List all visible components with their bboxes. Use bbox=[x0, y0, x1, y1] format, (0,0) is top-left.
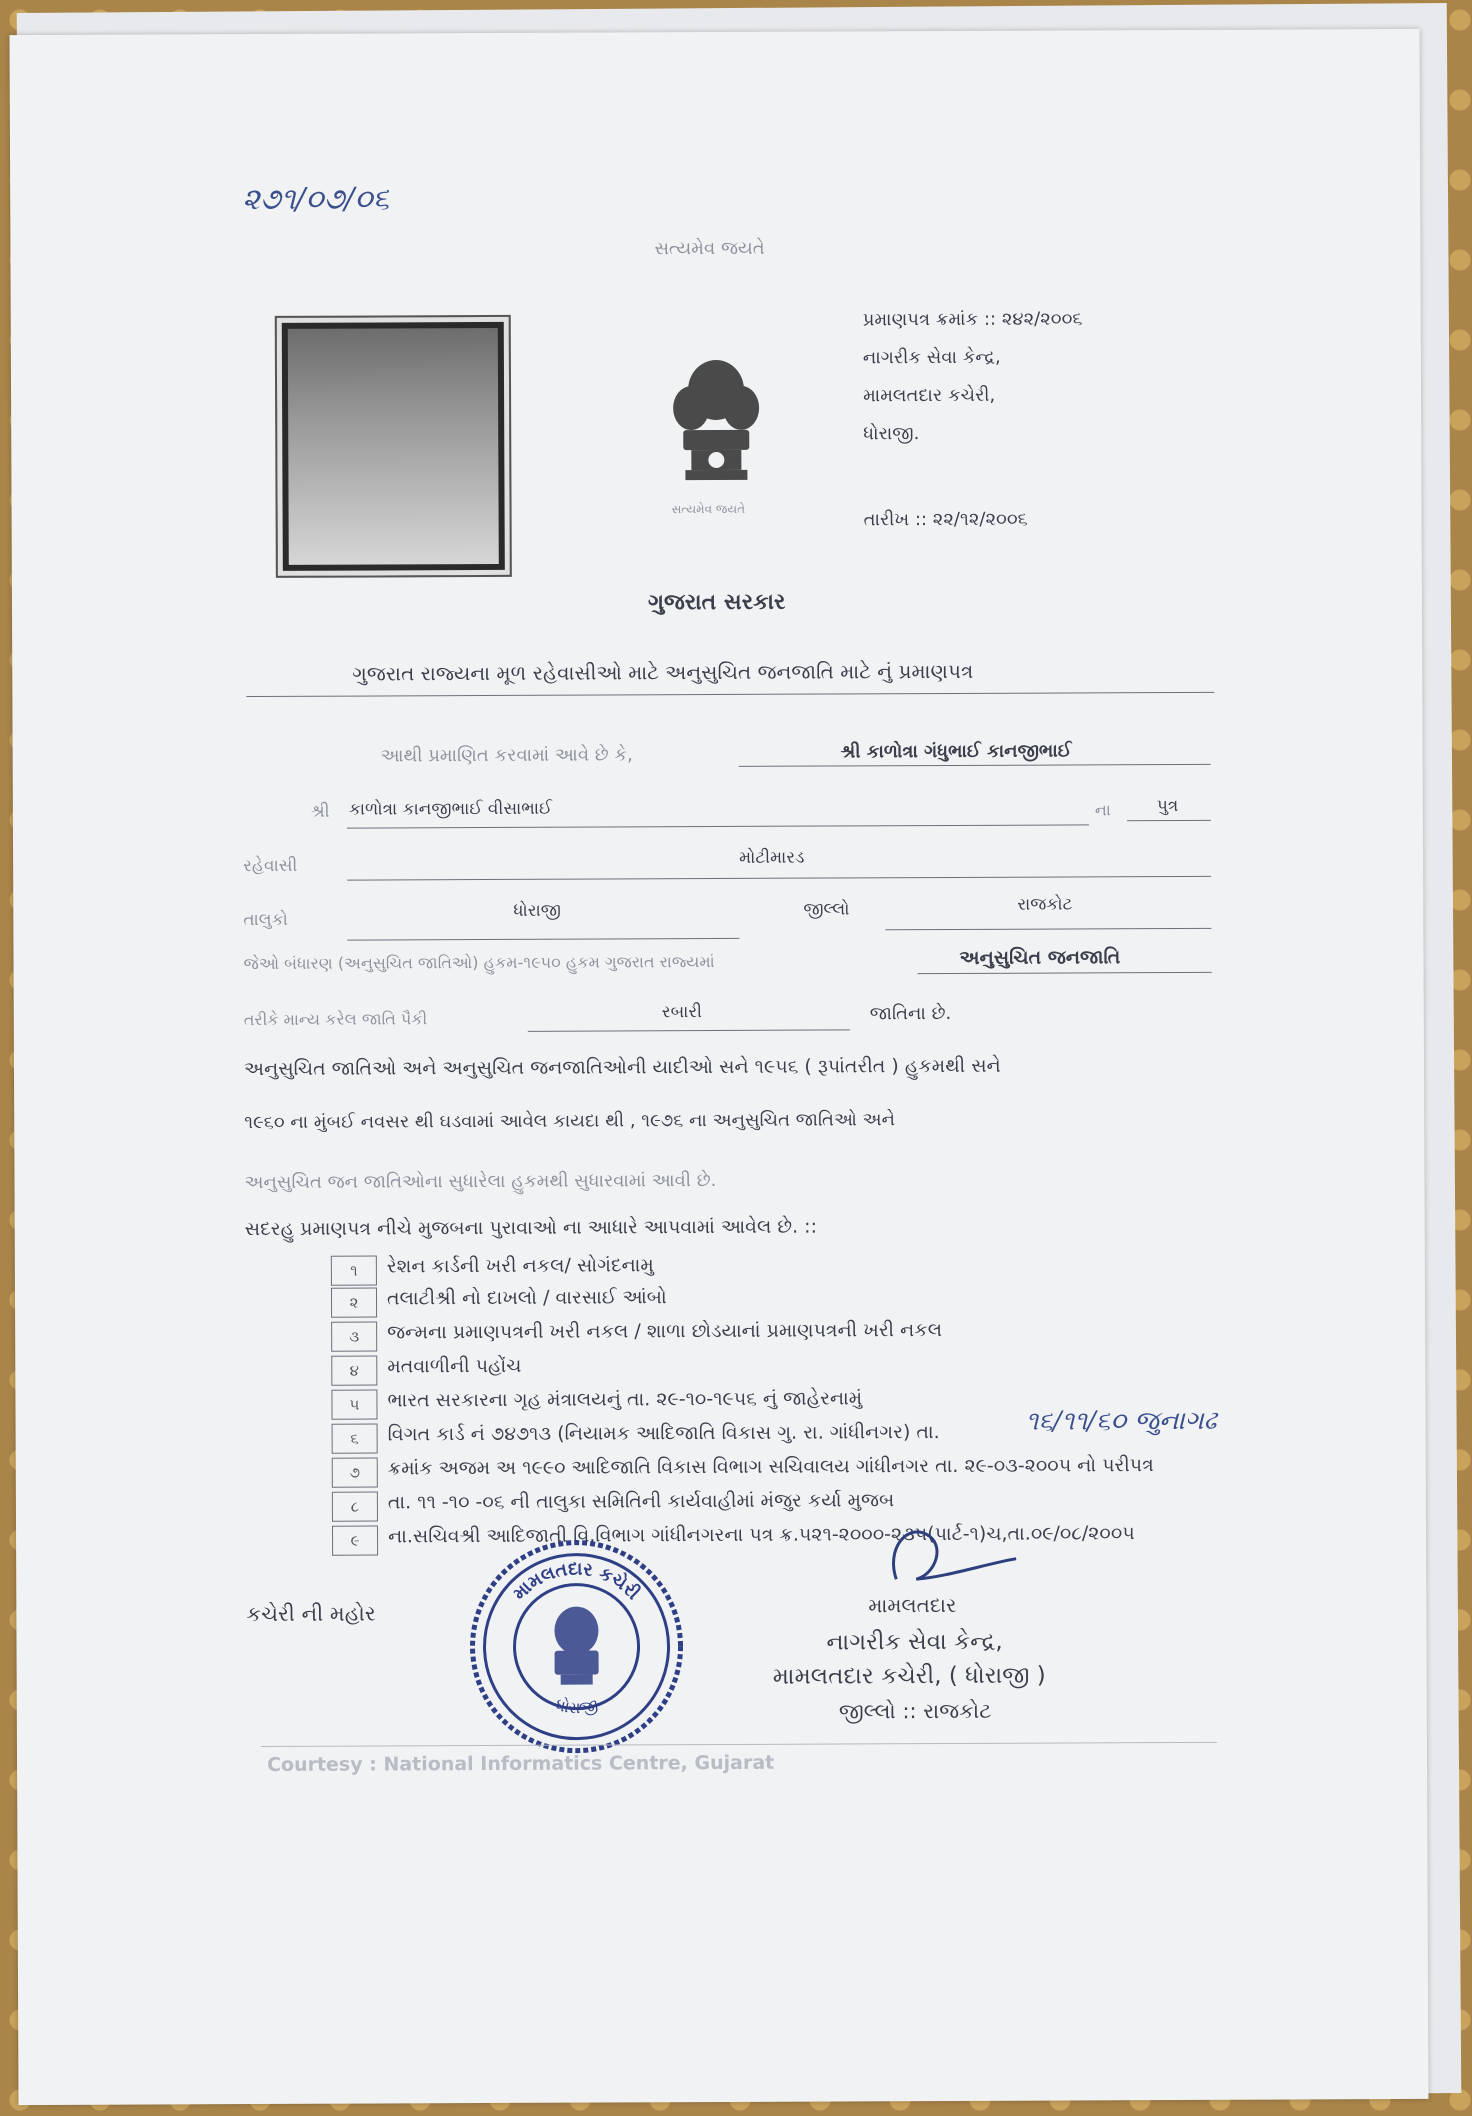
issue-date: તારીખ :: ૨૨/૧૨/૨૦૦૬ bbox=[863, 508, 1028, 531]
proof-item: તા. ૧૧ -૧૦ -૦૬ ની તાલુકા સમિતિની કાર્યવાહીમાં મંજુર કર્યા મુજબ bbox=[387, 1489, 895, 1514]
motto: સત્યમેવ જયતે bbox=[654, 237, 765, 260]
district-label: જીલ્લો bbox=[803, 899, 850, 920]
government-title: ગુજરાત સરકાર bbox=[647, 589, 786, 616]
na-label: ના bbox=[1094, 800, 1111, 820]
signature-icon bbox=[876, 1519, 1026, 1600]
certificate-title: ગુજરાત રાજ્યના મૂળ રહેવાસીઓ માટે અનુસુચિત જનજાતિ માટે નું પ્રમાણપત્ર bbox=[352, 658, 974, 686]
proof-item: રેશન કાર્ડની ખરી નકલ/ સોગંદનામુ bbox=[386, 1254, 654, 1278]
para-2: ૧૯૬૦ ના મુંબઈ નવસર થી ઘડવામાં આવેલ કાયદા થી , ૧૯૭૬ ના અનુસુચિત જાતિઓ અને bbox=[244, 1109, 896, 1134]
office-line-2: મામલતદાર કચેરી, bbox=[863, 384, 996, 407]
seal-text-top: મામલતદાર કચેરી bbox=[509, 1558, 644, 1605]
para-1: અનુસુચિત જાતિઓ અને અનુસુચિત જનજાતિઓની યાદીઓ સને ૧૯૫૬ ( રૂપાંતરીત ) હુકમથી સને bbox=[243, 1054, 1001, 1081]
certificate-page bbox=[9, 29, 1428, 2105]
proof-number: ૨ bbox=[331, 1287, 377, 1317]
proof-item: વિગત કાર્ડ નં ૭૪૭૧૩ (નિયામક આદિજાતિ વિકાસ ગુ. રા. ગાંધીનગર) તા. bbox=[387, 1421, 940, 1446]
signatory-line-2: મામલતદાર કચેરી, ( ધોરાજી ) bbox=[772, 1662, 1046, 1690]
proof-number: ૩ bbox=[331, 1321, 377, 1351]
office-seal-label: કચેરી ની મહોર bbox=[246, 1601, 376, 1627]
schedule-lead: જેઓ બંધારણ (અનુસુચિત જાતિઓ) હુકમ-૧૯૫૦ હુકમ ગુજરાત રાજ્યમાં bbox=[243, 952, 715, 974]
footer-credit: Courtesy : National Informatics Centre, Gujarat bbox=[266, 1751, 775, 1776]
holder-name: શ્રી કાળોત્રા ગંધુભાઈ કાનજીભાઈ bbox=[840, 740, 1072, 763]
village: મોટીમારડ bbox=[739, 847, 805, 868]
cert-number: પ્રમાણપત્ર ક્રમાંક :: ૨૪૨/૨૦૦૬ bbox=[862, 308, 1083, 331]
proof-6-handwritten: ૧૬/૧૧/૬૦ જુનાગઢ bbox=[1025, 1405, 1217, 1437]
seal-text-bottom: ધોરાજી bbox=[553, 1694, 600, 1718]
resident-label: રહેવાસી bbox=[243, 855, 298, 877]
proofs-intro: સદરહુ પ્રમાણપત્ર નીચે મુજબના પુરાવાઓ ના આધારે આપવામાં આવેલ છે. :: bbox=[244, 1215, 818, 1241]
signatory-title: મામલતદાર bbox=[868, 1592, 957, 1618]
proof-item: તલાટીશ્રી નો દાખલો / વારસાઈ આંબો bbox=[386, 1286, 667, 1310]
relation: પુત્ર bbox=[1156, 795, 1179, 817]
proof-item: ક્રમાંક અજમ અ ૧૯૯૦ આદિજાતિ વિકાસ વિભાગ સચિવાલય ગાંધીનગર તા. ૨૯-૦૩-૨૦૦૫ નો પરીપત્ર bbox=[387, 1454, 1154, 1480]
proof-number: ૫ bbox=[331, 1389, 377, 1419]
proof-number: ૯ bbox=[332, 1525, 378, 1555]
recognized-lead: તરીકે માન્ય કરેલ જાતિ પૈકી bbox=[243, 1009, 428, 1030]
handwritten-ref-number: ૨૭૧/૦૭/૦૬ bbox=[242, 181, 390, 218]
applicant-photo bbox=[277, 317, 510, 576]
caste-tail: જાતિના છે. bbox=[869, 1002, 952, 1025]
proof-item: ભારત સરકારના ગૃહ મંત્રાલયનું તા. ૨૯-૧૦-૧૯૫૬ નું જાહેરનામું bbox=[387, 1387, 863, 1412]
proof-item: ના.સચિવશ્રી આદિજાતી વિ.વિભાગ ગાંધીનગરના પત્ર ક્ર.૫૨૧-૨૦૦૦-૨૩૫(પાર્ટ-૧)ચ,તા.૦૯/૦૮/૨૦૦૫ bbox=[387, 1522, 1135, 1548]
svg-text:મામલતદાર કચેરી bbox=[509, 1558, 644, 1604]
svg-text:ધોરાજી bbox=[554, 1695, 600, 1718]
emblem-caption: સત્યમેવ જયતે bbox=[671, 501, 746, 517]
proof-number: ૪ bbox=[331, 1355, 377, 1385]
proof-item: જન્મના પ્રમાણપત્રની ખરી નકલ / શાળા છોડયાનાં પ્રમાણપત્રની ખરી નકલ bbox=[387, 1319, 943, 1344]
district: રાજકોટ bbox=[1017, 894, 1073, 915]
taluka: ધોરાજી bbox=[513, 900, 561, 921]
proof-number: ૮ bbox=[332, 1491, 378, 1521]
father-name: કાળોત્રા કાનજીભાઈ વીસાભાઈ bbox=[348, 798, 553, 820]
proof-number: ૬ bbox=[332, 1423, 378, 1453]
office-place: ધોરાજી. bbox=[863, 423, 920, 445]
proof-number: ૭ bbox=[332, 1457, 378, 1487]
proof-number: ૧ bbox=[331, 1255, 377, 1285]
proof-item: મતવાળીની પહોંચ bbox=[387, 1354, 522, 1378]
certify-lead: આથી પ્રમાણિત કરવામાં આવે છે કે, bbox=[380, 744, 633, 767]
taluka-label: તાલુકો bbox=[243, 909, 288, 931]
ashoka-emblem-icon bbox=[661, 350, 772, 510]
office-seal-stamp-icon bbox=[464, 1534, 689, 1759]
para-3: અનુસુચિત જન જાતિઓના સુધારેલા હુકમથી સુધારવામાં આવી છે. bbox=[244, 1170, 717, 1194]
shri-label: શ્રી bbox=[310, 801, 330, 822]
office-line-1: નાગરીક સેવા કેન્દ્ર, bbox=[862, 346, 1001, 369]
caste: રબારી bbox=[661, 1002, 703, 1023]
signatory-line-3: જીલ્લો :: રાજકોટ bbox=[838, 1698, 992, 1724]
category: અનુસુચિત જનજાતિ bbox=[959, 946, 1121, 969]
signatory-line-1: નાગરીક સેવા કેન્દ્ર, bbox=[826, 1628, 1003, 1656]
